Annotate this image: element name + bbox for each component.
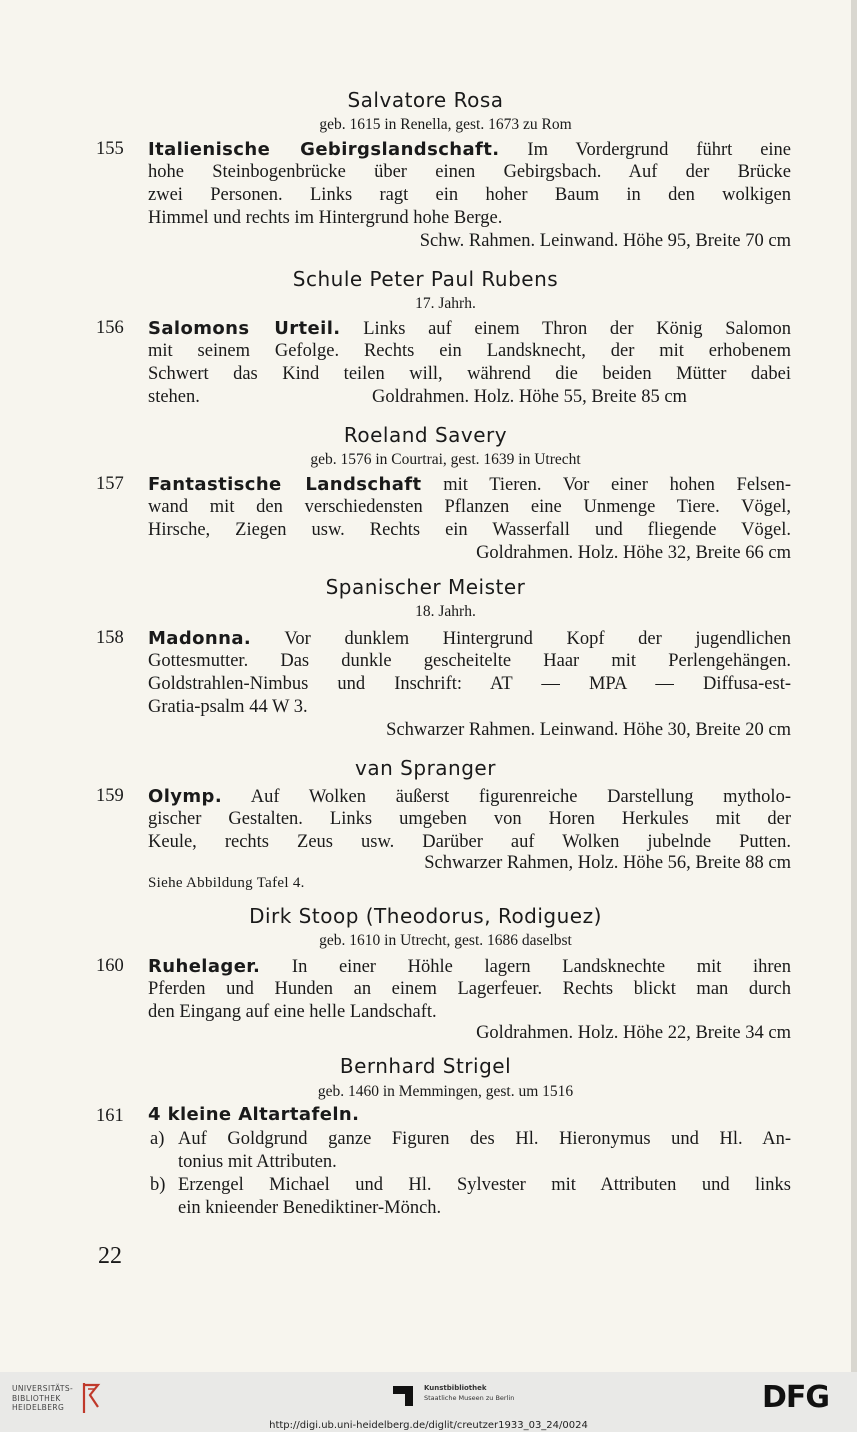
lot-number: 159 [96, 786, 124, 806]
entry-line: tonius mit Attributen. [178, 1152, 337, 1172]
entry-line: Goldstrahlen-Nimbus und Inschrift: AT — MPA — Diffusa-est- [148, 674, 791, 694]
entry-line: Auf Goldgrund ganze Figuren des Hl. Hieronymus und Hl. An- [178, 1129, 791, 1149]
page-number: 22 [98, 1243, 122, 1269]
entry-line: Fantastische Landschaft mit Tieren. Vor einer hohen Felsen- [148, 474, 791, 495]
artist-dates: 17. Jahrh. [415, 295, 476, 312]
kunstbibliothek-label: Kunstbibliothek Staatliche Museen zu Berlin [424, 1384, 515, 1402]
frame-dimensions: Schwarzer Rahmen, Holz. Höhe 56, Breite 88 cm [424, 853, 791, 873]
artist-dates: geb. 1615 in Renella, gest. 1673 zu Rom [319, 116, 572, 133]
artwork-title: Madonna. [148, 628, 252, 649]
lot-number: 161 [96, 1106, 124, 1126]
artist-heading: Bernhard Strigel [339, 1054, 512, 1078]
entry-line: Himmel und rechts im Hintergrund hohe Berge. [148, 208, 503, 228]
entry-line: Madonna. Vor dunklem Hintergrund Kopf der jugendlichen [148, 628, 791, 649]
artist-dates: geb. 1576 in Courtrai, gest. 1639 in Utrecht [310, 451, 581, 468]
entry-line [148, 1104, 791, 1126]
artist-heading: Schule Peter Paul Rubens [292, 267, 559, 291]
dfg-logo: DFG [762, 1380, 830, 1415]
artist-dates: geb. 1460 in Memmingen, gest. um 1516 [317, 1083, 574, 1100]
entry-line: Salomons Urteil. Links auf einem Thron der König Salomon [148, 318, 791, 339]
entry-line: Gottesmutter. Das dunkle gescheitelte Haar mit Perlengehängen. [148, 651, 791, 671]
artwork-title: 4 kleine Altartafeln. [148, 1104, 360, 1125]
lot-number: 155 [96, 139, 124, 159]
artwork-title: Fantastische Landschaft [148, 474, 422, 495]
artwork-title: Olymp. [148, 786, 223, 807]
frame-dimensions: Schw. Rahmen. Leinwand. Höhe 95, Breite 70 cm [419, 231, 791, 251]
illustration-note: Siehe Abbildung Tafel 4. [148, 875, 305, 891]
university-library-label: UNIVERSITÄTS- BIBLIOTHEK HEIDELBERG [12, 1384, 74, 1412]
artist-heading: Dirk Stoop (Theodorus, Rodiguez) [249, 904, 602, 928]
lot-number: 156 [96, 318, 124, 338]
entry-line: Hirsche, Ziegen usw. Rechts ein Wasserfall und fliegende Vögel. [148, 520, 791, 540]
artist-heading: van Spranger [355, 756, 496, 780]
artwork-title: Italienische Gebirgslandschaft. [148, 139, 500, 160]
artist-heading: Salvatore Rosa [347, 88, 504, 112]
entry-line: gischer Gestalten. Links umgeben von Horen Herkules mit der [148, 809, 791, 829]
entry-line: Italienische Gebirgslandschaft. Im Vordergrund führt eine [148, 139, 791, 160]
artwork-title: Ruhelager. [148, 956, 261, 977]
entry-line: hohe Steinbogenbrücke über einen Gebirgsbach. Auf der Brücke [148, 162, 791, 182]
entry-line: Gratia-psalm 44 W 3. [148, 697, 308, 717]
entry-line: stehen. Goldrahmen. Holz. Höhe 55, Breite 85 cm [148, 387, 687, 407]
entry-line: den Eingang auf eine helle Landschaft. [148, 1002, 437, 1022]
lot-number: 157 [96, 474, 124, 494]
artist-dates: 18. Jahrh. [415, 603, 476, 620]
frame-dimensions: Goldrahmen. Holz. Höhe 22, Breite 34 cm [476, 1023, 791, 1043]
entry-line: Schwert das Kind teilen will, während die beiden Mütter dabei [148, 364, 791, 384]
entry-line: Erzengel Michael und Hl. Sylvester mit Attributen und links [178, 1175, 791, 1195]
entry-line: zwei Personen. Links ragt ein hoher Baum in den wolkigen [148, 185, 791, 205]
artist-heading: Roeland Savery [343, 423, 508, 447]
artist-dates: geb. 1610 in Utrecht, gest. 1686 daselbst [319, 932, 572, 949]
frame-dimensions: Goldrahmen. Holz. Höhe 55, Breite 85 cm [372, 387, 687, 407]
entry-line: Olymp. Auf Wolken äußerst figurenreiche Darstellung mytholo- [148, 786, 791, 807]
source-url[interactable]: http://digi.ub.uni-heidelberg.de/diglit/creutzer1933_03_24/0024 [269, 1420, 588, 1431]
entry-line: Ruhelager. In einer Höhle lagern Landsknechte mit ihren [148, 956, 791, 977]
item-label: a) [150, 1129, 165, 1149]
kunstbibliothek-logo-icon [393, 1386, 413, 1406]
university-logo-icon [80, 1381, 102, 1415]
entry-line: wand mit den verschiedensten Pflanzen eine Unmenge Tiere. Vögel, [148, 497, 791, 517]
entry-line: mit seinem Gefolge. Rechts ein Landsknecht, der mit erhobenem [148, 341, 791, 361]
viewer-footer [0, 1372, 857, 1432]
frame-dimensions: Schwarzer Rahmen. Leinwand. Höhe 30, Breite 20 cm [386, 720, 791, 740]
page-edge [851, 0, 857, 1372]
entry-line: Pferden und Hunden an einem Lagerfeuer. Rechts blickt man durch [148, 979, 791, 999]
artwork-title: Salomons Urteil. [148, 318, 341, 339]
lot-number: 158 [96, 628, 124, 648]
entry-line: Keule, rechts Zeus usw. Darüber auf Wolken jubelnde Putten. [148, 832, 791, 852]
artist-heading: Spanischer Meister [325, 575, 526, 599]
lot-number: 160 [96, 956, 124, 976]
entry-line: ein knieender Benediktiner-Mönch. [178, 1198, 442, 1218]
item-label: b) [150, 1175, 166, 1195]
frame-dimensions: Goldrahmen. Holz. Höhe 32, Breite 66 cm [476, 543, 791, 563]
